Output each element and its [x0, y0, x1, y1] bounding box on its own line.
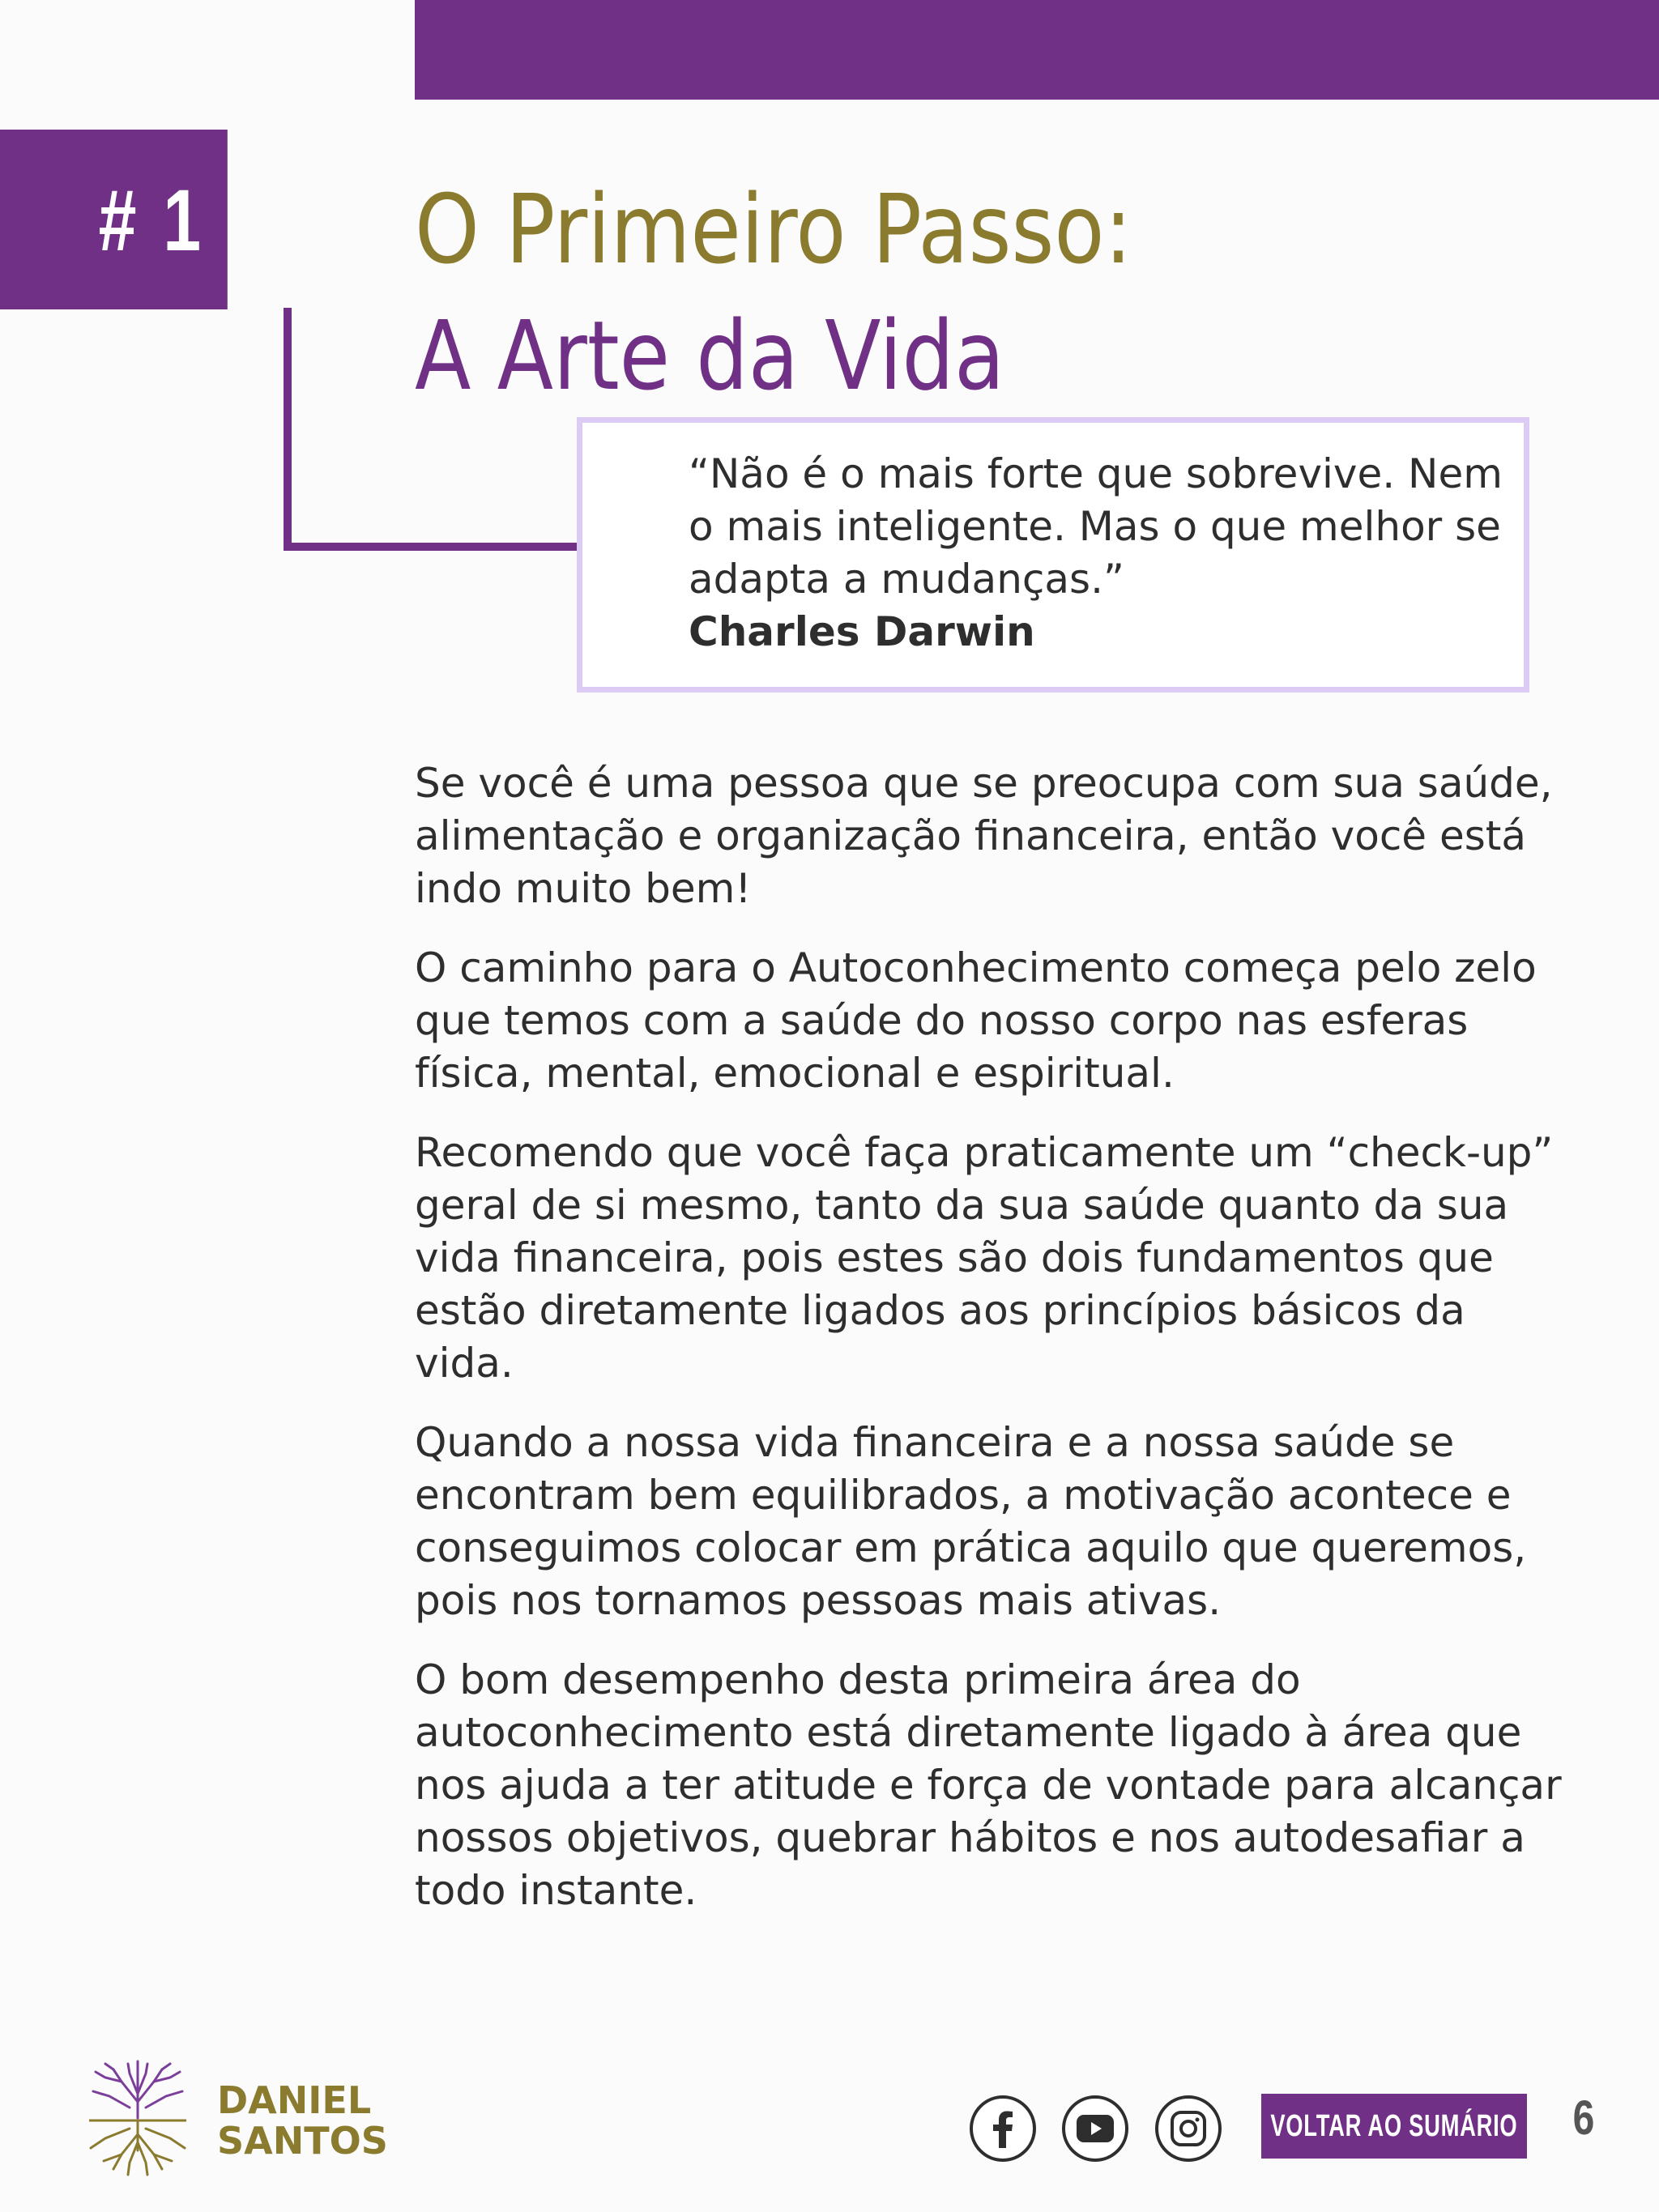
instagram-icon[interactable]	[1155, 2095, 1222, 2162]
instagram-glyph	[1170, 2110, 1207, 2147]
title-line-1: O Primeiro Passo:	[415, 173, 1132, 285]
connector-line-vertical	[284, 308, 292, 551]
top-accent-bar	[415, 0, 1659, 100]
connector-line-horizontal	[284, 543, 617, 551]
paragraph-1: Se você é uma pessoa que se preocupa com sua saúde, alimentação e organização financeira, então você está indo muito bem!	[415, 760, 1553, 912]
tree-of-life-icon	[81, 2057, 194, 2179]
facebook-icon[interactable]	[970, 2095, 1036, 2162]
back-to-summary-label: VOLTAR AO SUMÁRIO	[1270, 2108, 1518, 2143]
logo-line-1: DANIEL	[217, 2078, 372, 2122]
youtube-glyph	[1077, 2115, 1114, 2142]
quote-author: Charles Darwin	[689, 608, 1035, 655]
page-number: 6	[1572, 2091, 1595, 2145]
back-to-summary-button[interactable]	[1261, 2094, 1527, 2159]
paragraph-4: Quando a nossa vida financeira e a nossa saúde se encontram bem equilibrados, a motivação acontece e conseguimos colocar em prática aquilo que queremos, pois nos tornamos pessoas mais ativas.	[415, 1419, 1527, 1624]
title-line-2: A Arte da Vida	[415, 300, 1005, 411]
facebook-glyph	[987, 2109, 1019, 2148]
page-title	[415, 166, 1132, 419]
chapter-number-badge	[0, 130, 228, 309]
logo-wordmark	[217, 2080, 388, 2161]
logo-line-2: SANTOS	[217, 2119, 388, 2163]
paragraph-3: Recomendo que você faça praticamente um “check-up” geral de si mesmo, tanto da sua saúde quanto da sua vida financeira, pois estes são dois fundamentos que estão diretamente ligados aos princípios básicos da vida.	[415, 1129, 1554, 1387]
paragraph-5: O bom desempenho desta primeira área do autoconhecimento está diretamente ligado à área que nos ajuda a ter atitude e força de vontade para alcançar nossos objetivos, quebrar hábitos e nos autodesafiar a todo instante.	[415, 1656, 1562, 1914]
quote-text: “Não é o mais forte que sobrevive. Nem o mais inteligente. Mas o que melhor se adapta a mudanças.”	[689, 450, 1503, 603]
body-text	[415, 757, 1565, 1944]
chapter-number: # 1	[98, 170, 205, 269]
paragraph-2: O caminho para o Autoconhecimento começa pelo zelo que temos com a saúde do nosso corpo nas esferas física, mental, emocional e espiritual.	[415, 944, 1537, 1097]
youtube-icon[interactable]	[1062, 2095, 1128, 2162]
